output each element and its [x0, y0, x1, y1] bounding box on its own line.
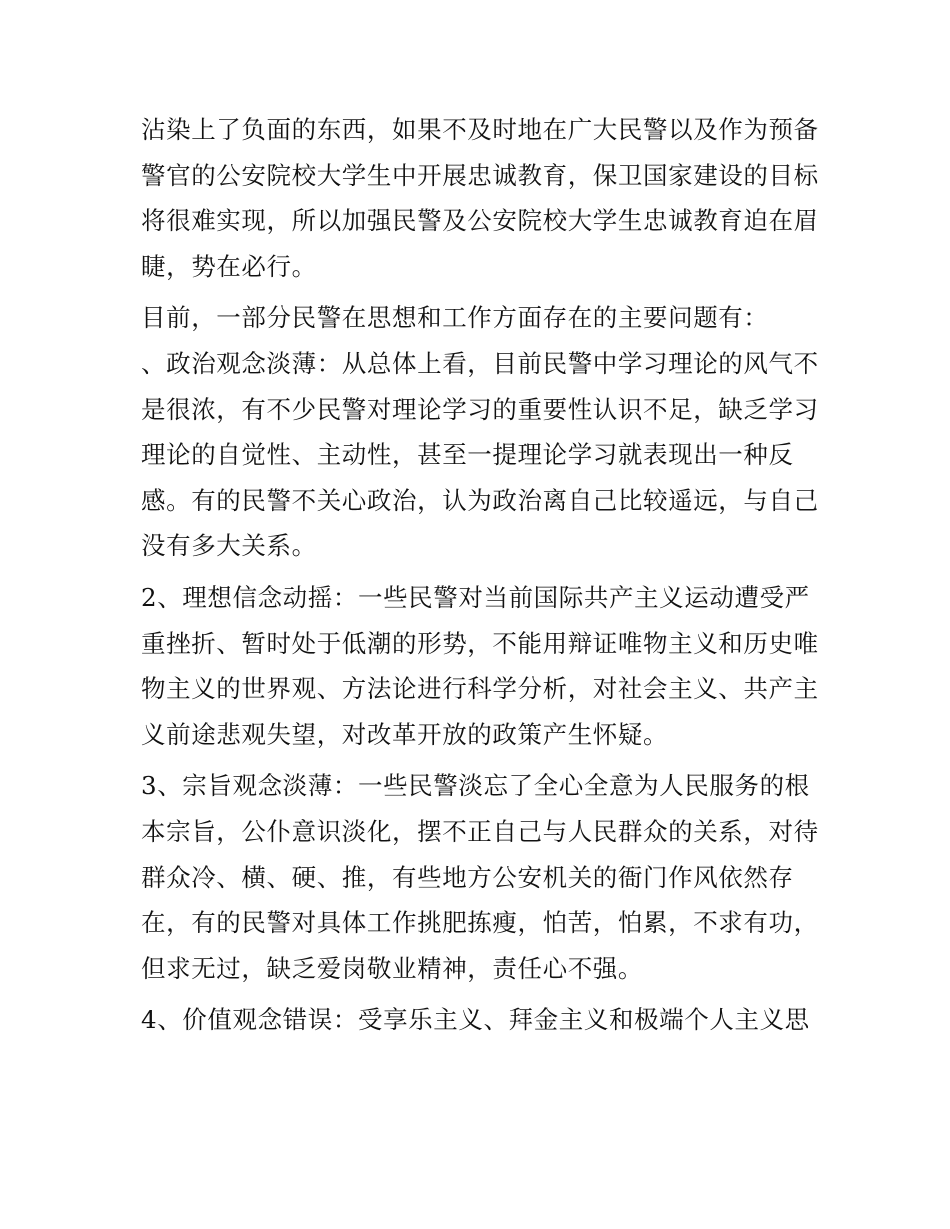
text-line: 本宗旨，公仆意识淡化，摆不正自己与人民群众的关系，对待 [141, 816, 819, 846]
text-line: 将很难实现，所以加强民警及公安院校大学生忠诚教育迫在眉 [141, 206, 819, 236]
text-line: 目前，一部分民警在思想和工作方面存在的主要问题有： [141, 303, 769, 333]
text-line: 群众冷、横、硬、推，有些地方公安机关的衙门作风依然存 [141, 862, 794, 892]
text-line: 、政治观念淡薄：从总体上看，目前民警中学习理论的风气不 [141, 348, 819, 378]
text-line: 在，有的民警对具体工作挑肥拣瘦，怕苦，怕累，不求有功， [141, 908, 819, 938]
text-line: 理论的自觉性、主动性，甚至一提理论学习就表现出一种反 [141, 440, 794, 470]
text-line: 4、价值观念错误：受享乐主义、拜金主义和极端个人主义思 [141, 1005, 810, 1035]
text-line: 沾染上了负面的东西，如果不及时地在广大民警以及作为预备 [141, 115, 819, 144]
text-line: 义前途悲观失望，对改革开放的政策产生怀疑。 [141, 719, 669, 749]
text-line: 物主义的世界观、方法论进行科学分析，对社会主义、共产主 [141, 674, 819, 704]
text-line: 睫，势在必行。 [141, 251, 317, 281]
text-line: 是很浓，有不少民警对理论学习的重要性认识不足，缺乏学习 [141, 394, 819, 424]
body-text [141, 107, 821, 1043]
text-line: 2、理想信念动摇：一些民警对当前国际共产主义运动遭受严 [141, 582, 810, 612]
text-line: 3、宗旨观念淡薄：一些民警淡忘了全心全意为人民服务的根 [141, 771, 810, 801]
text-line: 但求无过，缺乏爱岗敬业精神，责任心不强。 [141, 953, 643, 983]
text-line: 感。有的民警不关心政治，认为政治离自己比较遥远，与自己 [141, 485, 819, 515]
text-line: 重挫折、暂时处于低潮的形势，不能用辩证唯物主义和历史唯 [141, 628, 819, 658]
text-line: 没有多大关系。 [141, 531, 317, 561]
text-line: 警官的公安院校大学生中开展忠诚教育，保卫国家建设的目标 [141, 160, 819, 190]
